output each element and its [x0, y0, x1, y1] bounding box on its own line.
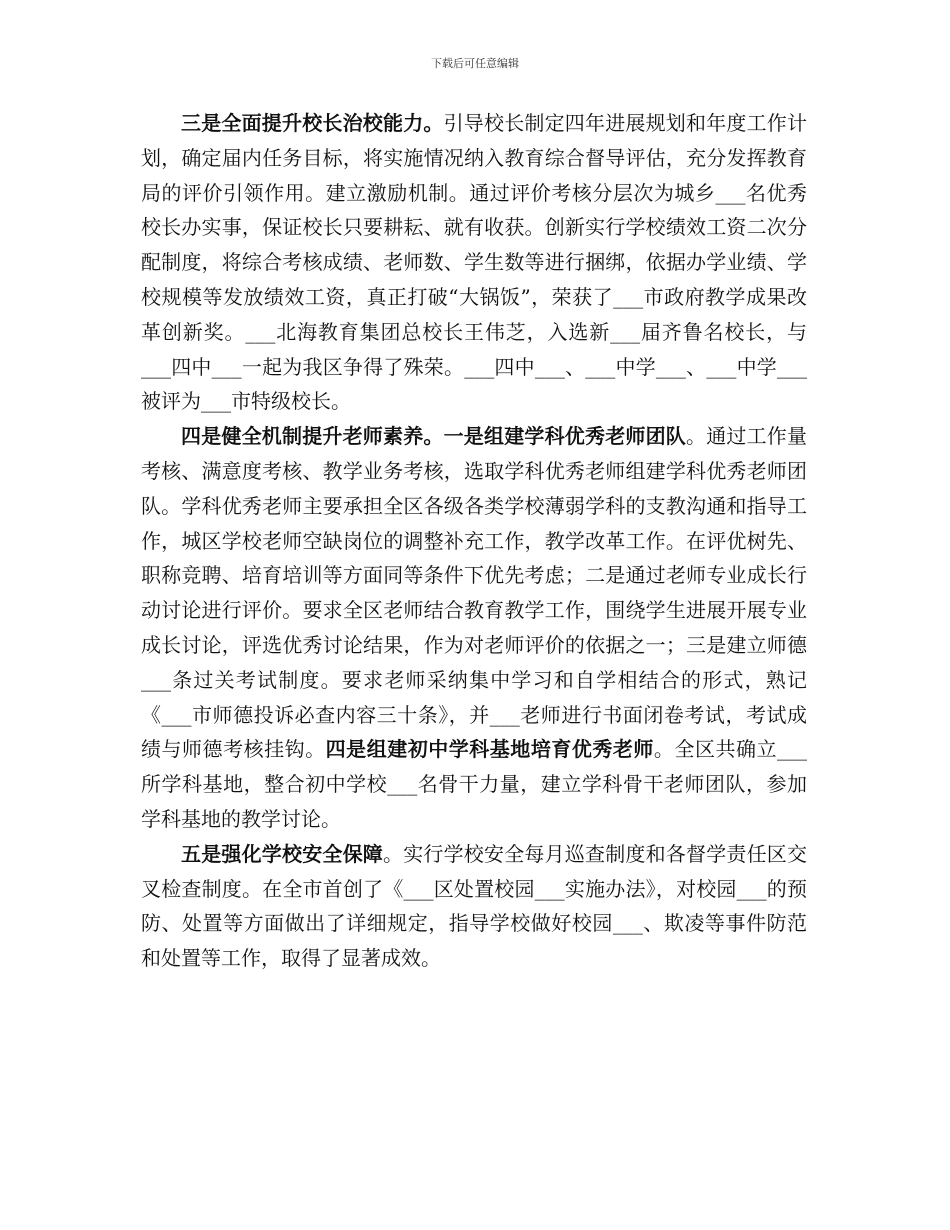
document-body: [141, 106, 807, 976]
paragraph-text: 。通过工作量考核、满意度考核、教学业务考核，选取学科优秀老师组建学科优秀老师团队。学科优秀老师主要承担全区各级各类学校薄弱学科的支教沟通和指导工作，城区学校老师空缺岗位的调整补充工作，教学改革工作。在评优树先、职称竞聘、培育培训等方面同等条件下优先考虑；二是通过老师专业成长行动讨论进行评价。要求全区老师结合教育教学工作，围绕学生进展开展专业成长讨论，评选优秀讨论结果，作为对老师评价的依据之一；三是建立师德___条过关考试制度。要求老师采纳集中学习和自学相结合的形式，熟记《___市师德投诉必查内容三十条》，并___老师进行书面闭卷考试，考试成绩与师德考核挂钩。: [141, 424, 807, 762]
paragraph-school-safety: [141, 837, 807, 976]
paragraph-lead: 四是健全机制提升老师素养。一是组建学科优秀老师团队: [181, 424, 686, 449]
paragraph-lead-secondary: 四是组建初中学科基地培育优秀老师: [325, 737, 654, 762]
page-header: 下载后可任意编辑: [431, 57, 519, 70]
paragraph-text: 。实行学校安全每月巡查制度和各督学责任区交叉检查制度。在全市首创了《___区处置校园___实施办法》，对校园___的预防、处置等方面做出了详细规定，指导学校做好校园___、欺凌等事件防范和处置等工作，取得了显著成效。: [141, 841, 807, 971]
paragraph-lead: 三是全面提升校长治校能力。: [181, 111, 444, 135]
paragraph-text-secondary: 。全区共确立___所学科基地，整合初中学校___名骨干力量，建立学科骨干老师团队，参加学科基地的教学讨论。: [141, 737, 808, 831]
paragraph-principal-capability: [141, 106, 807, 419]
paragraph-teacher-quality: [141, 419, 807, 837]
paragraph-text: 引导校长制定四年进展规划和年度工作计划，确定届内任务目标，将实施情况纳入教育综合督导评估，充分发挥教育局的评价引领作用。建立激励机制。通过评价考核分层次为城乡___名优秀校长办实事，保证校长只要耕耘、就有收获。创新实行学校绩效工资二次分配制度，将综合考核成绩、老师数、学生数等进行捆绑，依据办学业绩、学校规模等发放绩效工资，真正打破“大锅饭”，荣获了___市政府教学成果改革创新奖。___北海教育集团总校长王伟芝，入选新___届齐鲁名校长，与___四中___一起为我区争得了殊荣。___四中___、___中学___、___中学___被评为___市特级校长。: [141, 111, 808, 414]
paragraph-lead: 五是强化学校安全保障: [181, 841, 383, 866]
